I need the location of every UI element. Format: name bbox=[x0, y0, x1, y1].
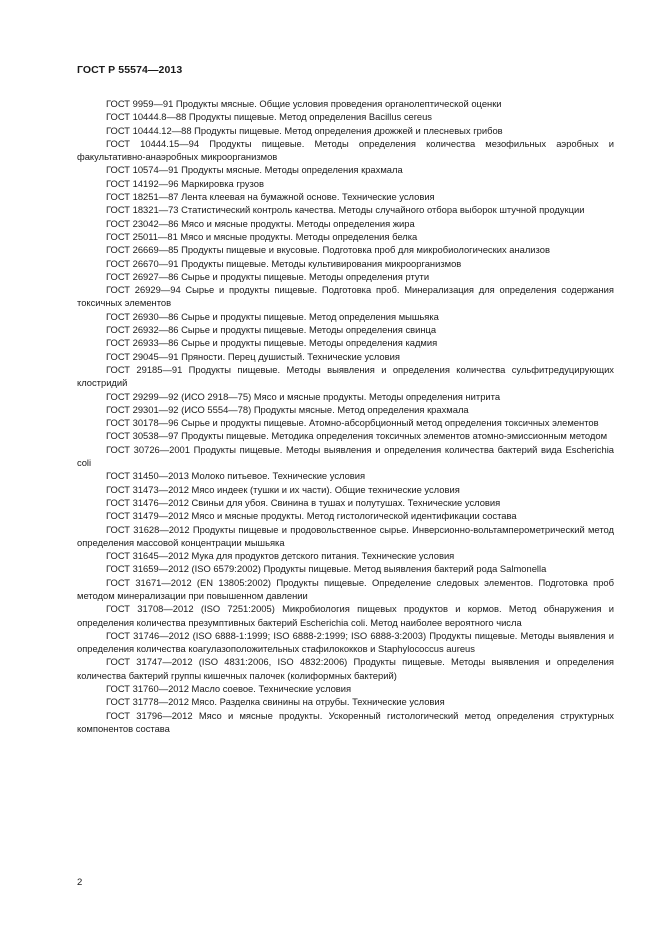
reference-item: ГОСТ 26933—86 Сырье и продукты пищевые. Методы определения кадмия bbox=[106, 337, 438, 349]
reference-item: ГОСТ 31708—2012 (ISO 7251:2005) Микробиология пищевых продуктов и кормов. Метод обнаружения и определения количества презумптивных бактерий Escherichia coli. Метод наиболее вероятного числа bbox=[77, 603, 614, 628]
reference-item: ГОСТ 31450—2013 Молоко питьевое. Технические условия bbox=[106, 470, 366, 482]
reference-item: ГОСТ 31778—2012 Мясо. Разделка свинины на отрубы. Технические условия bbox=[106, 696, 445, 708]
reference-item: ГОСТ 29045—91 Пряности. Перец душистый. Технические условия bbox=[106, 350, 400, 362]
page-number: 2 bbox=[77, 877, 83, 888]
reference-item: ГОСТ 25011—81 Мясо и мясные продукты. Методы определения белка bbox=[106, 230, 418, 242]
reference-item: ГОСТ 29185—91 Продукты пищевые. Методы выявления и определения количества сульфитредуцирующих клостридий bbox=[77, 363, 614, 389]
reference-item: ГОСТ 26669—85 Продукты пищевые и вкусовые. Подготовка проб для микробиологических анализов bbox=[106, 244, 550, 256]
reference-item: ГОСТ 31747—2012 (ISO 4831:2006, ISO 4832:2006) Продукты пищевые. Методы выявления и определения количества бактерий группы кишечных палочек (колиформных бактерий) bbox=[77, 656, 614, 681]
document-header: ГОСТ Р 55574—2013 bbox=[77, 64, 183, 76]
reference-item: ГОСТ 30538—97 Продукты пищевые. Методика определения токсичных элементов атомно-эмиссионным методом bbox=[106, 430, 608, 442]
reference-item: ГОСТ 26932—86 Сырье и продукты пищевые. Методы определения свинца bbox=[106, 324, 437, 336]
reference-item: ГОСТ 14192—96 Маркировка грузов bbox=[106, 177, 264, 189]
normative-references-list bbox=[77, 97, 614, 735]
reference-item: ГОСТ 29301—92 (ИСО 5554—78) Продукты мясные. Метод определения крахмала bbox=[106, 403, 469, 415]
reference-item: ГОСТ 31628—2012 Продукты пищевые и продовольственное сырье. Инверсионно-вольтамперометрический метод определения массовой концентрации мышьяка bbox=[77, 523, 614, 548]
reference-item: ГОСТ 10574—91 Продукты мясные. Методы определения крахмала bbox=[106, 164, 403, 176]
reference-item: ГОСТ 9959—91 Продукты мясные. Общие условия проведения органолептической оценки bbox=[106, 98, 502, 109]
reference-item: ГОСТ 31760—2012 Масло соевое. Технические условия bbox=[106, 683, 352, 695]
reference-item: ГОСТ 30726—2001 Продукты пищевые. Методы выявления и определения количества бактерий вида Escherichia coli bbox=[77, 443, 614, 469]
reference-item: ГОСТ 31796—2012 Мясо и мясные продукты. Ускоренный гистологический метод определения структурных компонентов состава bbox=[77, 709, 614, 734]
reference-item: ГОСТ 10444.8—88 Продукты пищевые. Метод определения Bacillus cereus bbox=[106, 111, 432, 123]
reference-item: ГОСТ 10444.15—94 Продукты пищевые. Методы определения количества мезофильных аэробных и факультативно-анаэробных микроорганизмов bbox=[77, 137, 614, 163]
reference-item: ГОСТ 31645—2012 Мука для продуктов детского питания. Технические условия bbox=[106, 550, 455, 562]
reference-item: ГОСТ 31473—2012 Мясо индеек (тушки и их части). Общие технические условия bbox=[106, 483, 460, 495]
reference-item: ГОСТ 26929—94 Сырье и продукты пищевые. Подготовка проб. Минерализация для определения содержания токсичных элементов bbox=[77, 284, 614, 309]
reference-item: ГОСТ 31479—2012 Мясо и мясные продукты. Метод гистологической идентификации состава bbox=[106, 510, 517, 522]
reference-item: ГОСТ 18321—73 Статистический контроль качества. Методы случайного отбора выборок штучной продукции bbox=[106, 204, 585, 216]
reference-item: ГОСТ 31746—2012 (ISO 6888-1:1999; ISO 6888-2:1999; ISO 6888-3:2003) Продукты пищевые. Методы выявления и определения количества коагулазоположительных стафилококков и Staphylococcus aureus bbox=[77, 629, 614, 655]
reference-item: ГОСТ 31476—2012 Свиньи для убоя. Свинина в тушах и полутушах. Технические условия bbox=[106, 496, 501, 508]
reference-item: ГОСТ 26927—86 Сырье и продукты пищевые. Методы определения ртути bbox=[106, 270, 430, 282]
reference-item: ГОСТ 31671—2012 (EN 13805:2002) Продукты пищевые. Определение следовых элементов. Подготовка проб методом минерализации при повышенном давлении bbox=[77, 576, 614, 601]
reference-item: ГОСТ 18251—87 Лента клеевая на бумажной основе. Технические условия bbox=[106, 191, 435, 203]
reference-item: ГОСТ 31659—2012 (ISO 6579:2002) Продукты пищевые. Метод выявления бактерий рода Salmonella bbox=[106, 563, 547, 575]
reference-item: ГОСТ 26670—91 Продукты пищевые. Методы культивирования микроорганизмов bbox=[106, 257, 462, 269]
reference-item: ГОСТ 23042—86 Мясо и мясные продукты. Методы определения жира bbox=[106, 217, 415, 229]
reference-item: ГОСТ 26930—86 Сырье и продукты пищевые. Метод определения мышьяка bbox=[106, 310, 439, 322]
reference-item: ГОСТ 29299—92 (ИСО 2918—75) Мясо и мясные продукты. Методы определения нитрита bbox=[106, 390, 501, 402]
reference-item: ГОСТ 30178—96 Сырье и продукты пищевые. Атомно-абсорбционный метод определения токсичных элементов bbox=[106, 417, 599, 429]
reference-item: ГОСТ 10444.12—88 Продукты пищевые. Метод определения дрожжей и плесневых грибов bbox=[106, 124, 503, 136]
